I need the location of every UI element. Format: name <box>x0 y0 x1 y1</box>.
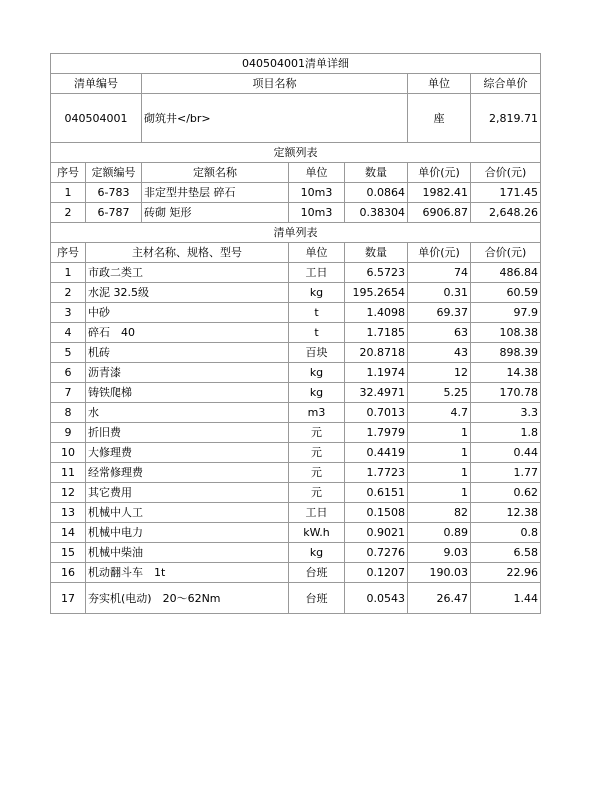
list-total: 486.84 <box>471 263 541 283</box>
quota-row <box>51 203 541 223</box>
list-qty: 6.5723 <box>345 263 408 283</box>
list-seq: 5 <box>51 343 86 363</box>
header-name: 项目名称 <box>142 74 408 94</box>
list-total: 1.77 <box>471 463 541 483</box>
list-unit: t <box>289 323 345 343</box>
quota-name: 砖砌 矩形 <box>142 203 289 223</box>
list-price: 12 <box>408 363 471 383</box>
quota-header-qty: 数量 <box>345 163 408 183</box>
list-seq: 2 <box>51 283 86 303</box>
list-total: 898.39 <box>471 343 541 363</box>
list-price: 1 <box>408 463 471 483</box>
quota-header-row <box>51 163 541 183</box>
quota-total: 171.45 <box>471 183 541 203</box>
list-seq: 7 <box>51 383 86 403</box>
list-row <box>51 423 541 443</box>
item-code: 040504001 <box>51 94 142 143</box>
list-row <box>51 583 541 614</box>
list-qty: 0.7013 <box>345 403 408 423</box>
list-price: 43 <box>408 343 471 363</box>
list-seq: 10 <box>51 443 86 463</box>
list-total: 1.8 <box>471 423 541 443</box>
list-unit: 元 <box>289 423 345 443</box>
list-total: 6.58 <box>471 543 541 563</box>
list-qty: 1.7185 <box>345 323 408 343</box>
list-row <box>51 323 541 343</box>
list-qty: 0.6151 <box>345 483 408 503</box>
item-price: 2,819.71 <box>471 94 541 143</box>
list-price: 9.03 <box>408 543 471 563</box>
list-unit: kg <box>289 383 345 403</box>
list-name: 水泥 32.5级 <box>86 283 289 303</box>
quota-total: 2,648.26 <box>471 203 541 223</box>
list-header-qty: 数量 <box>345 243 408 263</box>
list-total: 12.38 <box>471 503 541 523</box>
list-seq: 12 <box>51 483 86 503</box>
list-seq: 17 <box>51 583 86 614</box>
list-name: 机械中人工 <box>86 503 289 523</box>
list-seq: 13 <box>51 503 86 523</box>
list-qty: 195.2654 <box>345 283 408 303</box>
quota-section-title: 定额列表 <box>51 143 541 163</box>
list-qty: 0.0543 <box>345 583 408 614</box>
quota-header-seq: 序号 <box>51 163 86 183</box>
quota-header-code: 定额编号 <box>86 163 142 183</box>
quota-seq: 2 <box>51 203 86 223</box>
list-price: 1 <box>408 423 471 443</box>
list-row <box>51 503 541 523</box>
list-header-unit: 单位 <box>289 243 345 263</box>
list-total: 3.3 <box>471 403 541 423</box>
quota-unit: 10m3 <box>289 203 345 223</box>
list-unit: 元 <box>289 463 345 483</box>
list-header-seq: 序号 <box>51 243 86 263</box>
list-total: 14.38 <box>471 363 541 383</box>
list-name: 其它费用 <box>86 483 289 503</box>
list-unit: 台班 <box>289 563 345 583</box>
item-name: 砌筑井</br> <box>142 94 408 143</box>
list-unit: 工日 <box>289 263 345 283</box>
list-unit: 工日 <box>289 503 345 523</box>
quota-price: 1982.41 <box>408 183 471 203</box>
list-price: 82 <box>408 503 471 523</box>
quota-header-total: 合价(元) <box>471 163 541 183</box>
list-price: 63 <box>408 323 471 343</box>
quota-unit: 10m3 <box>289 183 345 203</box>
list-name: 机械中柴油 <box>86 543 289 563</box>
quota-row <box>51 183 541 203</box>
list-price: 26.47 <box>408 583 471 614</box>
list-seq: 14 <box>51 523 86 543</box>
list-name: 水 <box>86 403 289 423</box>
list-total: 22.96 <box>471 563 541 583</box>
list-unit: 百块 <box>289 343 345 363</box>
list-seq: 11 <box>51 463 86 483</box>
list-row <box>51 343 541 363</box>
list-qty: 1.1974 <box>345 363 408 383</box>
list-price: 0.89 <box>408 523 471 543</box>
list-row <box>51 543 541 563</box>
list-qty: 0.1207 <box>345 563 408 583</box>
list-row <box>51 363 541 383</box>
list-price: 0.31 <box>408 283 471 303</box>
list-name: 机砖 <box>86 343 289 363</box>
list-price: 69.37 <box>408 303 471 323</box>
list-qty: 20.8718 <box>345 343 408 363</box>
list-row <box>51 443 541 463</box>
list-price: 1 <box>408 483 471 503</box>
list-row <box>51 283 541 303</box>
list-name: 铸铁爬梯 <box>86 383 289 403</box>
item-header-row <box>51 74 541 94</box>
list-row <box>51 383 541 403</box>
list-seq: 8 <box>51 403 86 423</box>
list-price: 190.03 <box>408 563 471 583</box>
list-row <box>51 403 541 423</box>
list-name: 中砂 <box>86 303 289 323</box>
list-name: 折旧费 <box>86 423 289 443</box>
list-seq: 1 <box>51 263 86 283</box>
list-total: 1.44 <box>471 583 541 614</box>
list-row <box>51 563 541 583</box>
list-price: 74 <box>408 263 471 283</box>
list-total: 0.62 <box>471 483 541 503</box>
list-price: 5.25 <box>408 383 471 403</box>
list-price: 1 <box>408 443 471 463</box>
list-unit: 元 <box>289 443 345 463</box>
list-qty: 1.7723 <box>345 463 408 483</box>
list-row <box>51 463 541 483</box>
quota-qty: 0.38304 <box>345 203 408 223</box>
item-unit: 座 <box>408 94 471 143</box>
quota-title-row <box>51 143 541 163</box>
list-unit: m3 <box>289 403 345 423</box>
quota-code: 6-783 <box>86 183 142 203</box>
list-row <box>51 523 541 543</box>
item-row <box>51 94 541 143</box>
list-qty: 0.9021 <box>345 523 408 543</box>
list-seq: 3 <box>51 303 86 323</box>
list-row <box>51 483 541 503</box>
quota-qty: 0.0864 <box>345 183 408 203</box>
list-seq: 16 <box>51 563 86 583</box>
list-unit: kg <box>289 283 345 303</box>
list-unit: 元 <box>289 483 345 503</box>
list-header-price: 单价(元) <box>408 243 471 263</box>
list-qty: 32.4971 <box>345 383 408 403</box>
list-name: 碎石 40 <box>86 323 289 343</box>
list-name: 经常修理费 <box>86 463 289 483</box>
header-unit: 单位 <box>408 74 471 94</box>
quota-seq: 1 <box>51 183 86 203</box>
list-total: 170.78 <box>471 383 541 403</box>
list-qty: 0.1508 <box>345 503 408 523</box>
list-seq: 4 <box>51 323 86 343</box>
list-qty: 1.4098 <box>345 303 408 323</box>
list-seq: 15 <box>51 543 86 563</box>
list-name: 大修理费 <box>86 443 289 463</box>
list-total: 0.44 <box>471 443 541 463</box>
list-title-row <box>51 223 541 243</box>
bill-detail-table <box>50 53 541 614</box>
list-seq: 9 <box>51 423 86 443</box>
list-header-total: 合价(元) <box>471 243 541 263</box>
table-title: 040504001清单详细 <box>51 54 541 74</box>
list-header-name: 主材名称、规格、型号 <box>86 243 289 263</box>
list-name: 机动翻斗车 1t <box>86 563 289 583</box>
header-code: 清单编号 <box>51 74 142 94</box>
list-name: 市政二类工 <box>86 263 289 283</box>
list-unit: 台班 <box>289 583 345 614</box>
list-total: 108.38 <box>471 323 541 343</box>
list-qty: 0.7276 <box>345 543 408 563</box>
quota-code: 6-787 <box>86 203 142 223</box>
list-total: 0.8 <box>471 523 541 543</box>
quota-header-price: 单价(元) <box>408 163 471 183</box>
quota-name: 非定型井垫层 碎石 <box>142 183 289 203</box>
list-unit: t <box>289 303 345 323</box>
list-price: 4.7 <box>408 403 471 423</box>
quota-price: 6906.87 <box>408 203 471 223</box>
list-name: 沥青漆 <box>86 363 289 383</box>
list-qty: 1.7979 <box>345 423 408 443</box>
list-name: 机械中电力 <box>86 523 289 543</box>
list-row <box>51 303 541 323</box>
quota-header-name: 定额名称 <box>142 163 289 183</box>
list-qty: 0.4419 <box>345 443 408 463</box>
quota-header-unit: 单位 <box>289 163 345 183</box>
list-row <box>51 263 541 283</box>
list-name: 夯实机(电动) 20～62Nm <box>86 583 289 614</box>
title-row <box>51 54 541 74</box>
list-header-row <box>51 243 541 263</box>
list-section-title: 清单列表 <box>51 223 541 243</box>
list-total: 97.9 <box>471 303 541 323</box>
list-unit: kW.h <box>289 523 345 543</box>
list-seq: 6 <box>51 363 86 383</box>
list-unit: kg <box>289 363 345 383</box>
list-unit: kg <box>289 543 345 563</box>
header-price: 综合单价 <box>471 74 541 94</box>
list-total: 60.59 <box>471 283 541 303</box>
